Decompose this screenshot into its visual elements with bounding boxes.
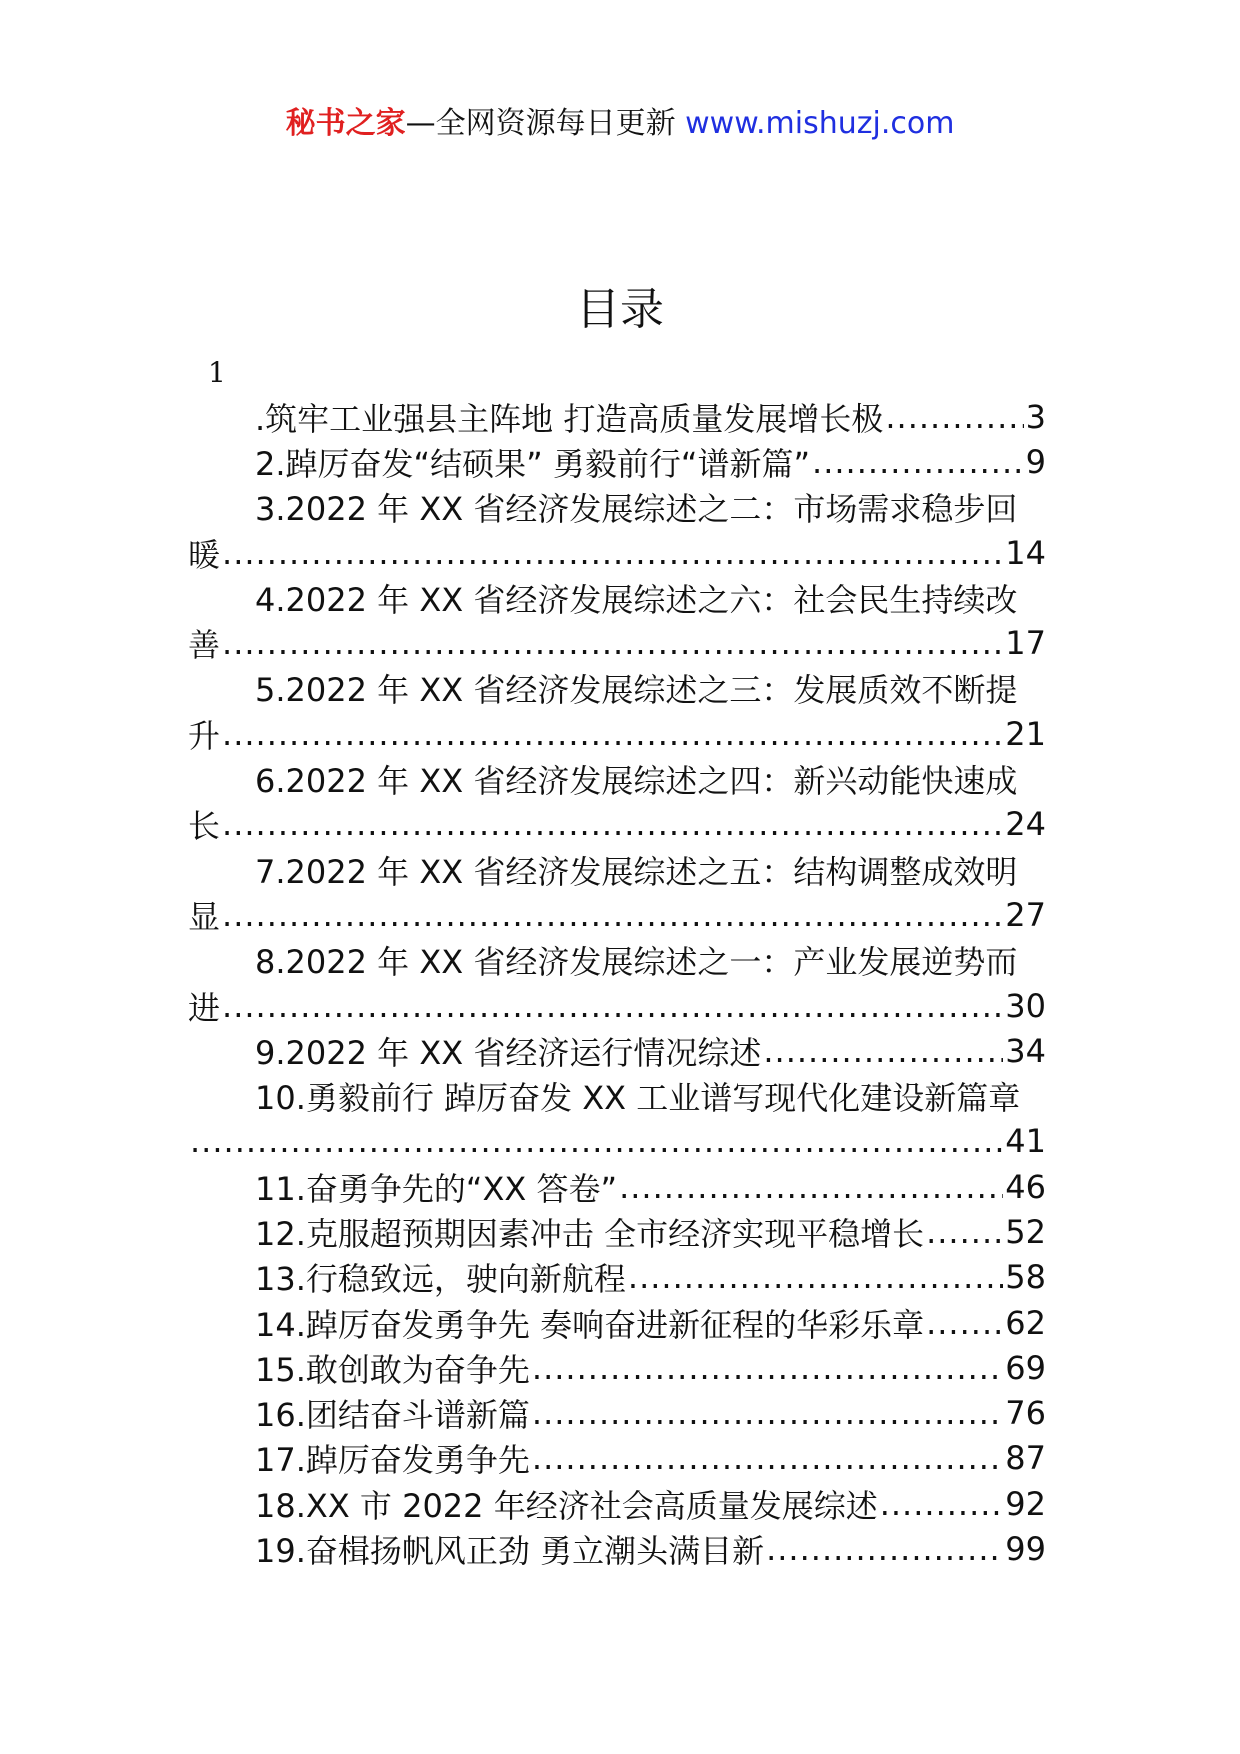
toc-entry[interactable]: [188, 1481, 1046, 1526]
header-tagline: —全网资源每日更新: [405, 106, 676, 141]
toc-page-number: 27: [1005, 895, 1046, 934]
toc-page-number: 92: [1005, 1484, 1046, 1523]
toc-page-number: 3: [1025, 397, 1046, 436]
toc-page-number: 69: [1005, 1348, 1046, 1387]
toc-entry[interactable]: [188, 1255, 1046, 1300]
toc-page-number: 24: [1005, 805, 1046, 844]
toc-entry-title: 12.克服超预期因素冲击 全市经济实现平稳增长: [255, 1215, 925, 1253]
table-of-contents: [188, 394, 1046, 1572]
toc-entry[interactable]: [188, 1164, 1046, 1209]
toc-page-number: 30: [1005, 986, 1046, 1025]
toc-entry-title: 6.2022 年 XX 省经济发展综述之四：新兴动能快速成: [255, 762, 1018, 801]
toc-entry[interactable]: [188, 1436, 1046, 1481]
dot-leader: [222, 896, 1003, 934]
toc-entry-title: 7.2022 年 XX 省经济发展综述之五：结构调整成效明: [255, 852, 1018, 891]
toc-entry[interactable]: [188, 394, 1046, 439]
toc-page-number: 62: [1005, 1303, 1046, 1342]
toc-entry-continuation[interactable]: [188, 620, 1046, 665]
toc-entry-continuation[interactable]: [188, 802, 1046, 847]
brand-name: 秘书之家: [285, 106, 406, 141]
toc-entry-title-cont: 进: [188, 988, 221, 1027]
toc-page-number: 99: [1005, 1530, 1046, 1569]
dot-leader: [766, 1530, 1003, 1568]
toc-page-number: 34: [1005, 1031, 1046, 1070]
toc-entry-title: 9.2022 年 XX 省经济运行情况综述: [255, 1033, 762, 1072]
toc-entry[interactable]: [188, 485, 1046, 530]
toc-entry-title: 10.勇毅前行 踔厉奋发 XX 工业谱写现代化建设新篇章: [255, 1079, 1021, 1118]
toc-entry-continuation[interactable]: [188, 983, 1046, 1028]
toc-page-number: 46: [1005, 1167, 1046, 1206]
toc-entry-continuation[interactable]: [188, 1119, 1046, 1164]
toc-entry-title: 2.踔厉奋发“结硕果” 勇毅前行“谱新篇”: [255, 444, 811, 483]
header-banner: [0, 104, 1240, 144]
toc-entry-title: 8.2022 年 XX 省经济发展综述之一：产业发展逆势而: [255, 943, 1018, 982]
list-number-marker: 1: [208, 356, 226, 389]
toc-page-number: 14: [1005, 533, 1046, 572]
toc-entry-title-cont: 暖: [188, 535, 221, 574]
dot-leader: [532, 1394, 1003, 1432]
toc-entry-continuation[interactable]: [188, 530, 1046, 575]
toc-entry[interactable]: [188, 1345, 1046, 1390]
toc-entry[interactable]: [188, 575, 1046, 620]
toc-entry[interactable]: [188, 1209, 1046, 1254]
toc-entry[interactable]: [188, 847, 1046, 892]
page-title: 目录: [576, 284, 664, 335]
toc-entry[interactable]: [188, 756, 1046, 801]
toc-page-number: 17: [1005, 624, 1046, 663]
dot-leader: [222, 805, 1003, 843]
dot-leader: [812, 443, 1024, 481]
dot-leader: [880, 1485, 1004, 1523]
toc-page-number: 87: [1005, 1439, 1046, 1478]
toc-page-number: 21: [1005, 714, 1046, 753]
dot-leader: [222, 715, 1003, 753]
dot-leader: [222, 534, 1003, 572]
dot-leader: [619, 1168, 1003, 1206]
toc-entry[interactable]: [188, 938, 1046, 983]
toc-entry[interactable]: [188, 439, 1046, 484]
toc-page-number: 58: [1005, 1258, 1046, 1297]
toc-entry-title: 16.团结奋斗谱新篇: [255, 1396, 530, 1435]
toc-entry-title-cont: 升: [188, 716, 221, 755]
toc-entry-title-cont: 长: [188, 807, 221, 846]
dot-leader: [885, 398, 1023, 436]
dot-leader: [190, 1122, 1003, 1160]
toc-entry[interactable]: [188, 1300, 1046, 1345]
dot-leader: [532, 1349, 1003, 1387]
toc-entry-continuation[interactable]: [188, 711, 1046, 756]
dot-leader: [222, 624, 1003, 662]
toc-entry-title: 18.XX 市 2022 年经济社会高质量发展综述: [255, 1486, 878, 1525]
toc-entry-title-cont: 显: [188, 897, 221, 936]
dot-leader: [926, 1213, 1003, 1251]
toc-entry-title: 17.踔厉奋发勇争先: [255, 1441, 530, 1480]
toc-page-number: 52: [1005, 1212, 1046, 1251]
toc-entry-title: 19.奋楫扬帆风正劲 勇立潮头满目新: [255, 1532, 765, 1571]
dot-leader: [628, 1258, 1003, 1296]
toc-entry[interactable]: [188, 1526, 1046, 1571]
toc-entry-title: 4.2022 年 XX 省经济发展综述之六：社会民生持续改: [255, 580, 1018, 619]
toc-entry-title: .筑牢工业强县主阵地 打造高质量发展增长极: [255, 399, 884, 438]
toc-entry-title: 5.2022 年 XX 省经济发展综述之三：发展质效不断提: [255, 671, 1018, 710]
toc-entry-title: 14.踔厉奋发勇争先 奏响奋进新征程的华彩乐章: [255, 1305, 925, 1344]
toc-entry[interactable]: [188, 1028, 1046, 1073]
toc-entry-continuation[interactable]: [188, 892, 1046, 937]
toc-entry-title: 11.奋勇争先的“XX 答卷”: [255, 1169, 618, 1208]
toc-page-number: 41: [1005, 1122, 1046, 1161]
site-link[interactable]: www.mishuzj.com: [685, 106, 955, 141]
toc-entry[interactable]: [188, 666, 1046, 711]
toc-entry[interactable]: [188, 1073, 1046, 1118]
toc-page-number: 76: [1005, 1394, 1046, 1433]
toc-entry-title-cont: 善: [188, 626, 221, 665]
toc-entry-title: 13.行稳致远，驶向新航程: [255, 1260, 626, 1299]
dot-leader: [926, 1304, 1003, 1342]
dot-leader: [763, 1032, 1003, 1070]
dot-leader: [532, 1439, 1003, 1477]
toc-page-number: 9: [1025, 442, 1046, 481]
toc-entry-title: 3.2022 年 XX 省经济发展综述之二：市场需求稳步回: [255, 490, 1018, 529]
dot-leader: [222, 987, 1003, 1025]
toc-entry[interactable]: [188, 1391, 1046, 1436]
toc-entry-title: 15.敢创敢为奋争先: [255, 1350, 530, 1389]
